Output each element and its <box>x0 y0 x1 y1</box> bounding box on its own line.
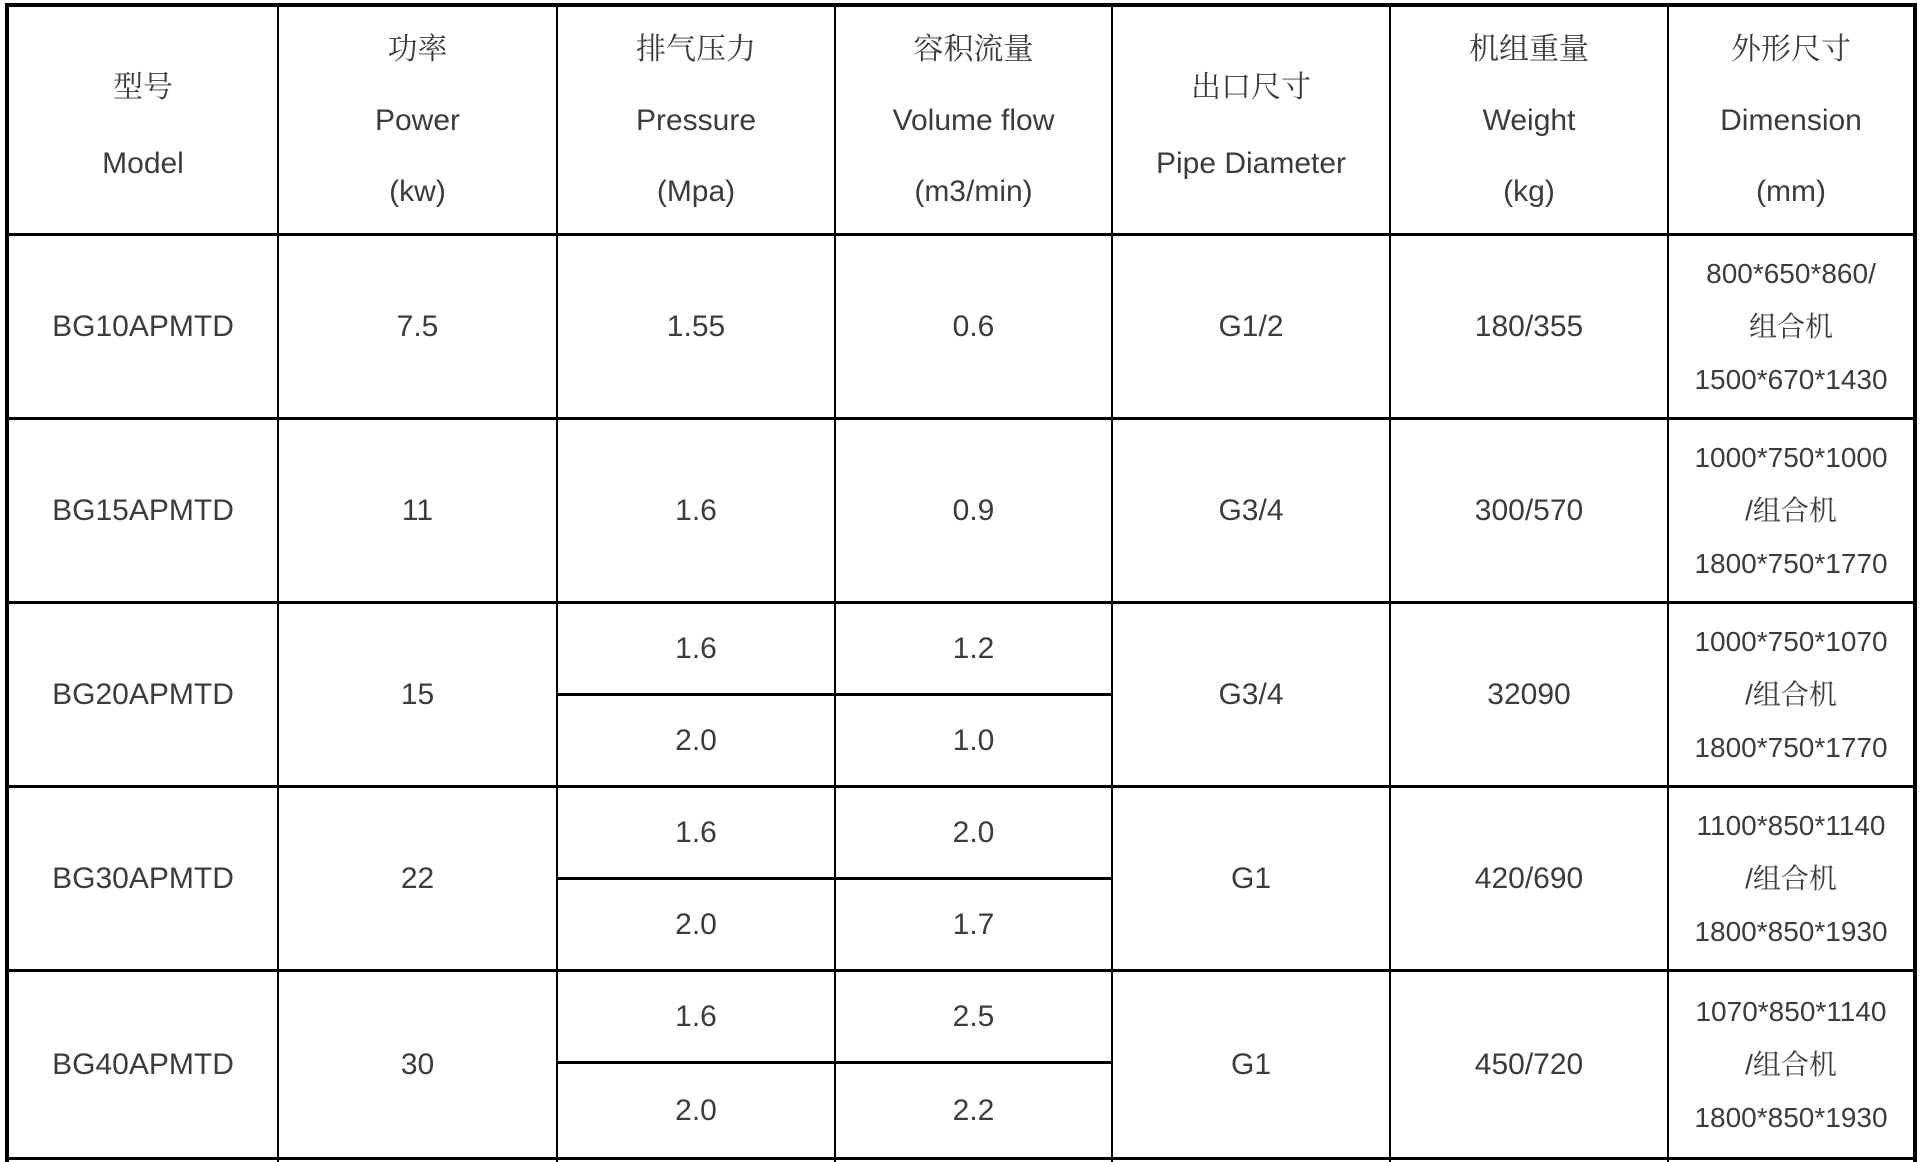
dimension-line: 1800*850*1930 <box>1694 916 1888 947</box>
dimension-line: 1100*850*1140 <box>1696 810 1886 841</box>
header-power-unit: (kw) <box>389 175 446 208</box>
header-pressure-en: Pressure <box>635 104 757 137</box>
header-power-zh: 功率 <box>387 33 448 66</box>
header-row <box>7 5 1915 235</box>
header-weight-zh: 机组重量 <box>1469 33 1589 66</box>
pipe-cell: G3/4 <box>1112 603 1390 787</box>
dimension-line: 1500*670*1430 <box>1694 364 1888 395</box>
dimension-line: 800*650*860/ <box>1706 258 1876 289</box>
power-cell: 30 <box>278 971 557 1159</box>
pipe-cell: G1/2 <box>1112 235 1390 419</box>
dimension-cell <box>1668 971 1915 1159</box>
dimension-line: 1800*750*1770 <box>1694 732 1888 763</box>
header-pipe <box>1112 5 1390 235</box>
dimension-line: /组合机 <box>1745 1049 1837 1080</box>
table-row-clipped <box>7 1159 1915 1162</box>
model-cell: BG15APMTD <box>7 419 278 603</box>
header-dimension-en: Dimension <box>1720 104 1862 137</box>
flow-cell: 1.2 <box>835 603 1112 695</box>
pressure-cell: 1.6 <box>557 419 835 603</box>
flow-cell: 2.0 <box>835 787 1112 879</box>
table-row <box>7 235 1915 419</box>
weight-cell: 32090 <box>1390 603 1668 787</box>
flow-cell: 2.2 <box>835 1063 1112 1159</box>
power-cell: 7.5 <box>278 235 557 419</box>
empty-cell <box>1112 1159 1390 1162</box>
flow-cell: 0.9 <box>835 419 1112 603</box>
header-model <box>7 5 278 235</box>
header-dimension-zh: 外形尺寸 <box>1731 33 1851 66</box>
power-cell: 15 <box>278 603 557 787</box>
header-model-zh: 型号 <box>113 71 173 104</box>
dimension-cell <box>1668 603 1915 787</box>
dimension-line: 1800*750*1770 <box>1694 548 1888 579</box>
weight-cell: 180/355 <box>1390 235 1668 419</box>
header-flow <box>835 5 1112 235</box>
empty-cell <box>278 1159 557 1162</box>
dimension-cell <box>1668 235 1915 419</box>
pipe-cell: G3/4 <box>1112 419 1390 603</box>
header-model-en: Model <box>102 147 184 180</box>
header-weight-unit: (kg) <box>1503 175 1555 208</box>
flow-cell: 2.5 <box>835 971 1112 1063</box>
flow-cell: 1.0 <box>835 695 1112 787</box>
model-cell: BG30APMTD <box>7 787 278 971</box>
dimension-line: /组合机 <box>1745 495 1837 526</box>
pressure-cell: 1.6 <box>557 971 835 1063</box>
empty-cell <box>7 1159 278 1162</box>
dimension-line: 1800*850*1930 <box>1694 1102 1888 1133</box>
pipe-cell: G1 <box>1112 971 1390 1159</box>
dimension-line: 组合机 <box>1748 311 1833 342</box>
pressure-cell: 1.6 <box>557 787 835 879</box>
header-pressure <box>557 5 835 235</box>
compressor-spec-table <box>5 3 1917 1162</box>
header-weight-en: Weight <box>1482 104 1576 137</box>
header-pipe-zh: 出口尺寸 <box>1191 71 1311 104</box>
model-cell: BG20APMTD <box>7 603 278 787</box>
dimension-line: 1000*750*1070 <box>1694 626 1888 657</box>
empty-cell <box>1668 1159 1915 1162</box>
power-cell: 22 <box>278 787 557 971</box>
empty-cell <box>557 1159 835 1162</box>
dimension-line: 1000*750*1000 <box>1694 442 1888 473</box>
pipe-cell: G1 <box>1112 787 1390 971</box>
weight-cell: 300/570 <box>1390 419 1668 603</box>
pressure-cell: 2.0 <box>557 879 835 971</box>
flow-cell: 0.6 <box>835 235 1112 419</box>
table-row <box>7 419 1915 603</box>
pressure-cell: 2.0 <box>557 1063 835 1159</box>
dimension-line: /组合机 <box>1745 863 1837 894</box>
weight-cell: 450/720 <box>1390 971 1668 1159</box>
header-pipe-en: Pipe Diameter <box>1155 147 1347 180</box>
flow-cell: 1.7 <box>835 879 1112 971</box>
header-pressure-zh: 排气压力 <box>636 33 756 66</box>
dimension-cell <box>1668 787 1915 971</box>
header-dimension-unit: (mm) <box>1756 175 1826 208</box>
pressure-cell: 2.0 <box>557 695 835 787</box>
table-row <box>7 787 1915 879</box>
header-power-en: Power <box>374 104 461 137</box>
model-cell: BG10APMTD <box>7 235 278 419</box>
header-flow-en: Volume flow <box>892 104 1055 137</box>
table-row <box>7 603 1915 695</box>
empty-cell <box>1390 1159 1668 1162</box>
dimension-line: /组合机 <box>1745 679 1837 710</box>
power-cell: 11 <box>278 419 557 603</box>
pressure-cell: 1.55 <box>557 235 835 419</box>
dimension-cell <box>1668 419 1915 603</box>
header-flow-zh: 容积流量 <box>913 33 1034 66</box>
header-power <box>278 5 557 235</box>
dimension-line: 1070*850*1140 <box>1695 996 1887 1027</box>
header-dimension <box>1668 5 1915 235</box>
header-flow-unit: (m3/min) <box>914 175 1033 208</box>
pressure-cell: 1.6 <box>557 603 835 695</box>
header-pressure-unit: (Mpa) <box>656 175 736 208</box>
table-row <box>7 971 1915 1063</box>
model-cell: BG40APMTD <box>7 971 278 1159</box>
header-weight <box>1390 5 1668 235</box>
empty-cell <box>835 1159 1112 1162</box>
weight-cell: 420/690 <box>1390 787 1668 971</box>
